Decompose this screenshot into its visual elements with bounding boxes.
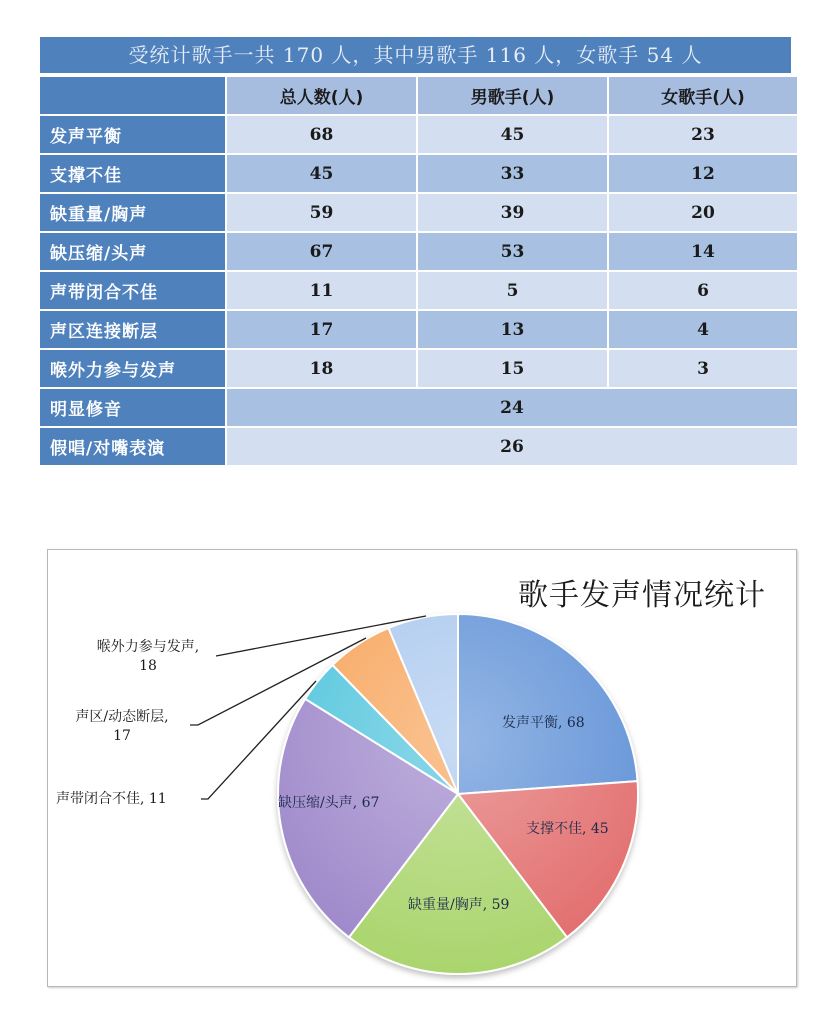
- slice-label: 喉外力参与发声, 18: [96, 639, 200, 674]
- merged-value-cell: 26: [227, 428, 797, 465]
- cell-total: 45: [227, 155, 416, 192]
- cell-female: 3: [609, 350, 797, 387]
- row-label: 缺压缩/头声: [40, 233, 225, 270]
- table-grid: [40, 77, 791, 465]
- cell-male: 45: [418, 116, 607, 153]
- merged-value-cell: 24: [227, 389, 797, 426]
- cell-male: 5: [418, 272, 607, 309]
- row-label: 发声平衡: [40, 116, 225, 153]
- corner-cell: [40, 77, 225, 114]
- cell-total: 59: [227, 194, 416, 231]
- cell-female: 6: [609, 272, 797, 309]
- cell-female: 23: [609, 116, 797, 153]
- cell-female: 20: [609, 194, 797, 231]
- slice-label: 支撑不佳, 45: [526, 821, 609, 837]
- chart-title: 歌手发声情况统计: [518, 578, 766, 613]
- cell-male: 15: [418, 350, 607, 387]
- row-label: 喉外力参与发声: [40, 350, 225, 387]
- cell-female: 14: [609, 233, 797, 270]
- slice-label: 声区/动态断层, 17: [75, 709, 169, 744]
- table-title: 受统计歌手一共 170 人，其中男歌手 116 人，女歌手 54 人: [40, 37, 791, 73]
- pie-chart: [47, 549, 797, 987]
- cell-male: 53: [418, 233, 607, 270]
- row-label: 假唱/对嘴表演: [40, 428, 225, 465]
- cell-total: 11: [227, 272, 416, 309]
- slice-label: 缺压缩/头声, 67: [278, 795, 380, 811]
- row-label: 声区连接断层: [40, 311, 225, 348]
- col-header-male: 男歌手(人): [418, 77, 607, 114]
- cell-total: 18: [227, 350, 416, 387]
- pie-graphic: [48, 550, 796, 986]
- cell-female: 12: [609, 155, 797, 192]
- cell-male: 13: [418, 311, 607, 348]
- cell-total: 68: [227, 116, 416, 153]
- row-label: 声带闭合不佳: [40, 272, 225, 309]
- cell-male: 39: [418, 194, 607, 231]
- row-label: 缺重量/胸声: [40, 194, 225, 231]
- cell-total: 17: [227, 311, 416, 348]
- cell-male: 33: [418, 155, 607, 192]
- stats-table: [40, 37, 791, 465]
- slice-label: 发声平衡, 68: [502, 715, 585, 731]
- slice-label: 缺重量/胸声, 59: [408, 897, 510, 913]
- row-label: 明显修音: [40, 389, 225, 426]
- slice-label: 声带闭合不佳, 11: [56, 791, 167, 807]
- col-header-female: 女歌手(人): [609, 77, 797, 114]
- row-label: 支撑不佳: [40, 155, 225, 192]
- cell-female: 4: [609, 311, 797, 348]
- col-header-total: 总人数(人): [227, 77, 416, 114]
- cell-total: 67: [227, 233, 416, 270]
